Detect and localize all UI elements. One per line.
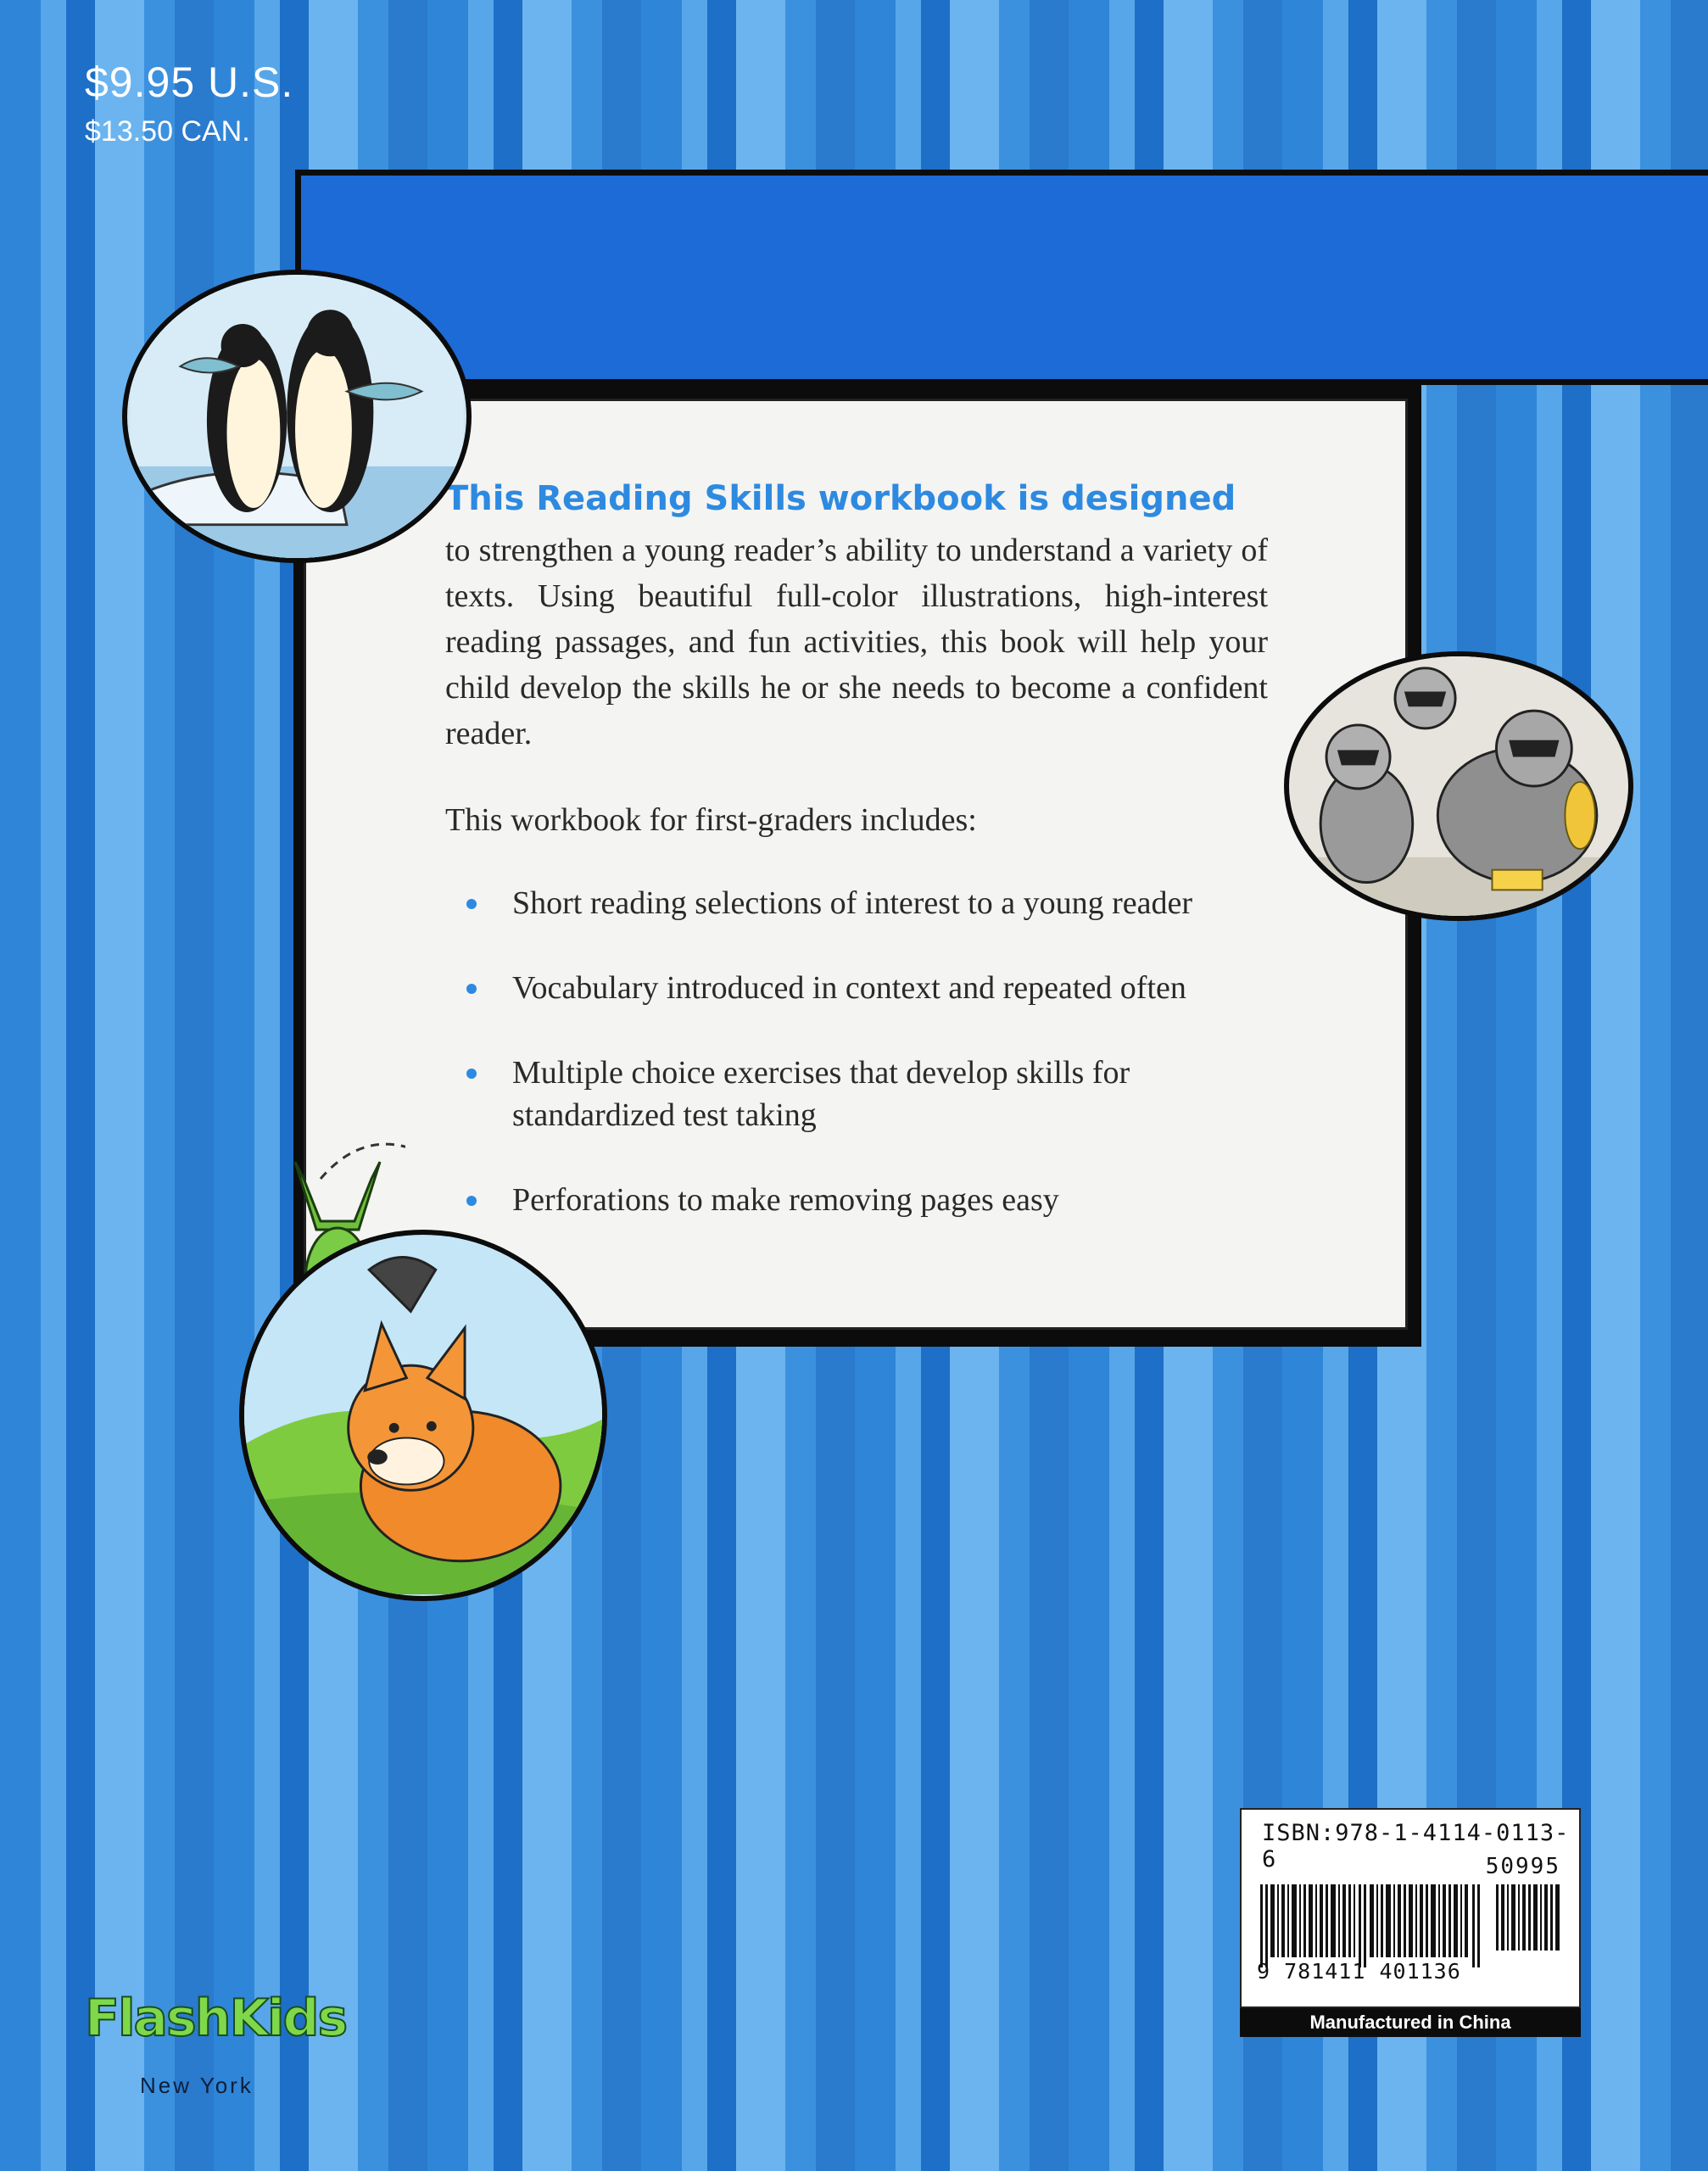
flashkids-logo: FlashKids bbox=[85, 1989, 347, 2048]
barcode-icon bbox=[1260, 1884, 1481, 1967]
feature-list bbox=[458, 882, 1306, 1264]
panel-intro-text: to strengthen a young reader’s ability to understand a variety of texts. Using beautiful full-color illustrations, high-interest reading passages, and fun activities, this book will help your child develop the skills he or she needs to become a confident reader. bbox=[445, 533, 1268, 751]
blue-header-band bbox=[295, 170, 1708, 385]
list-item bbox=[458, 967, 1306, 1009]
bullet-dot-icon bbox=[466, 984, 477, 994]
manufactured-in-label: Manufactured in China bbox=[1240, 2008, 1581, 2037]
feature-text: Multiple choice exercises that develop skills for standardized test taking bbox=[512, 1055, 1130, 1133]
panel-headline: This Reading Skills workbook is designed bbox=[445, 479, 1236, 518]
list-item bbox=[458, 1052, 1174, 1136]
frog-and-fox-illustration bbox=[239, 1230, 607, 1601]
includes-label: This workbook for first-graders includes: bbox=[445, 802, 977, 838]
feature-text: Perforations to make removing pages easy bbox=[512, 1182, 1059, 1218]
ean-digits: 9 781411 401136 bbox=[1257, 1959, 1461, 1984]
bullet-dot-icon bbox=[466, 899, 477, 909]
bullet-dot-icon bbox=[466, 1069, 477, 1079]
raccoons-illustration bbox=[1284, 651, 1633, 921]
raccoons-icon bbox=[1289, 656, 1628, 916]
bullet-dot-icon bbox=[466, 1196, 477, 1206]
barcode-addon-digits: 50995 bbox=[1485, 1854, 1560, 1879]
addon-barcode-icon bbox=[1496, 1884, 1564, 1951]
feature-text: Short reading selections of interest to a young reader bbox=[512, 885, 1192, 921]
price-us: $9.95 U.S. bbox=[85, 59, 294, 106]
feature-text: Vocabulary introduced in context and repeated often bbox=[512, 970, 1186, 1006]
barcode-box bbox=[1240, 1808, 1581, 2008]
list-item bbox=[458, 882, 1306, 924]
price-can: $13.50 CAN. bbox=[85, 115, 250, 148]
penguins-icon bbox=[127, 275, 466, 558]
isbn-label: ISBN:978-1-4114-0113-6 bbox=[1262, 1820, 1570, 1872]
publisher-city: New York bbox=[140, 2073, 254, 2098]
list-item bbox=[458, 1179, 1306, 1221]
fox-icon bbox=[244, 1235, 602, 1596]
penguins-illustration bbox=[122, 270, 472, 563]
